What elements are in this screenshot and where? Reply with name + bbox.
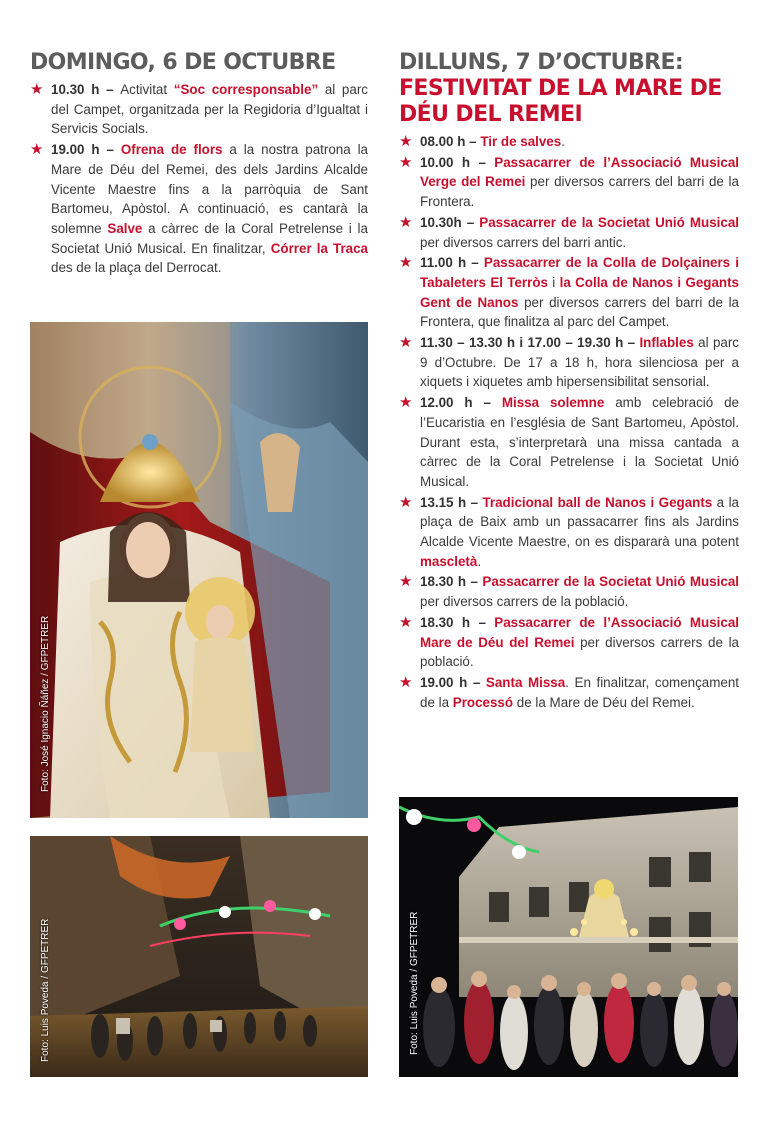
- event-text: i: [547, 274, 560, 290]
- event-time: 18.30 h: [420, 614, 479, 630]
- event-highlight: Missa solemne: [501, 395, 605, 411]
- event-list-monday: [399, 132, 739, 712]
- event-highlight: Passacarrer de la Societat Unió Musical: [479, 214, 739, 230]
- event-text: .: [477, 553, 482, 569]
- event-time: 10.00 h: [420, 154, 479, 170]
- event-highlight: Santa Missa: [485, 674, 566, 690]
- event-time: 11.00 h: [420, 255, 472, 271]
- star-icon: ★: [399, 133, 413, 150]
- event-highlight: Passacarrer de l’Associació Musical Mare de Déu del Remei: [420, 614, 739, 650]
- event-highlight: Processó: [452, 694, 514, 710]
- event-time: 19.00 h: [420, 674, 473, 690]
- event-item: [399, 493, 739, 572]
- event-dash: –: [470, 574, 483, 590]
- event-highlight: Passacarrer de l’Associació Musical Verge del Remei: [420, 154, 739, 190]
- star-icon: ★: [399, 613, 413, 631]
- event-time: 13.15 h: [420, 494, 471, 510]
- event-text: Activitat: [120, 82, 174, 97]
- street-lights-photo: [30, 836, 368, 1077]
- event-text: al parc del Campet, organitzada per la Regidoria d’Igualtat i Servicis Socials.: [51, 82, 368, 137]
- event-highlight: Tradicional ball de Nanos i Gegants: [482, 494, 713, 510]
- event-text: .: [561, 134, 565, 149]
- event-text: a la nostra patrona la Mare de Déu del Remei, des dels Jardins Alcalde Vicente Maestre fins a la parròquia de Sant Bartomeu, Apòstol. A continuació, es cantarà la solemne: [51, 142, 368, 236]
- event-dash: –: [472, 674, 486, 690]
- event-text: . En finalitzar, començament de la: [420, 674, 740, 710]
- event-time: 11.30 – 13.30 h i 17.00 – 19.30 h: [420, 335, 628, 351]
- event-item: [399, 572, 739, 611]
- star-icon: ★: [399, 213, 413, 231]
- event-time: 19.00 h: [51, 142, 107, 158]
- event-text: des de la plaça del Derrocat.: [51, 260, 222, 276]
- event-text: per diversos carrers del barri antic.: [420, 234, 627, 250]
- event-item: [30, 140, 368, 278]
- event-highlight: “Soc corresponsable”: [173, 82, 319, 97]
- event-text: a càrrec de la Coral Petrelense i la Societat Unió Musical. En finalitzar,: [51, 220, 368, 256]
- photo-credit-virgin: Foto: José Ignacio Ñáñez / GFPETRER: [40, 615, 51, 792]
- star-icon: ★: [399, 153, 413, 171]
- event-time: 10.30h: [420, 214, 467, 230]
- event-text: per diversos carrers de la població.: [420, 634, 740, 670]
- day-title-monday: DILLUNS, 7 D’OCTUBRE:: [399, 50, 684, 75]
- event-item: [399, 153, 739, 212]
- event-dash: –: [471, 255, 484, 271]
- star-icon: ★: [399, 394, 413, 412]
- star-icon: ★: [399, 254, 413, 272]
- event-item: [399, 613, 739, 672]
- event-time: 18.30 h: [420, 574, 471, 590]
- event-time: 10.30 h: [51, 82, 107, 97]
- event-dash: –: [483, 395, 502, 411]
- star-icon: ★: [30, 81, 44, 98]
- festivity-title: FESTIVITAT DE LA MARE DE DÉU DEL REMEI: [399, 76, 722, 127]
- event-item: [30, 80, 368, 139]
- event-highlight: Tir de salves: [480, 134, 562, 149]
- event-dash: –: [470, 494, 483, 510]
- event-time: 08.00 h: [420, 134, 470, 149]
- event-text: per diversos carrers del barri de la Frontera.: [420, 174, 739, 210]
- event-highlight: Córrer la Traca: [270, 240, 368, 256]
- event-item: [399, 333, 739, 392]
- event-dash: –: [627, 335, 640, 351]
- event-text: per diversos carrers del barri de la Frontera, que finalitza al parc del Campet.: [420, 294, 739, 330]
- event-dash: –: [469, 134, 481, 149]
- event-dash: –: [478, 154, 495, 170]
- event-dash: –: [106, 82, 121, 97]
- event-highlight: Salve: [107, 220, 143, 236]
- procession-photo: [399, 797, 738, 1077]
- event-highlight: Passacarrer de la Societat Unió Musical: [482, 574, 739, 590]
- event-item: [399, 673, 739, 712]
- event-item: [399, 253, 739, 332]
- virgin-statue-photo: [30, 322, 368, 818]
- event-list-sunday: [30, 80, 368, 278]
- left-column: [30, 50, 368, 279]
- event-text: de la Mare de Déu del Remei.: [513, 694, 695, 710]
- day-title-sunday: DOMINGO, 6 DE OCTUBRE: [30, 50, 336, 75]
- event-dash: –: [466, 214, 480, 230]
- right-column: [399, 50, 739, 713]
- event-text: al parc 9 d’Octubre. De 17 a 18 h, hora silenciosa per a xiquets i xiquetes amb hipersensibilitat sensorial.: [420, 335, 739, 390]
- event-dash: –: [106, 142, 121, 158]
- event-item: [399, 213, 739, 252]
- star-icon: ★: [30, 141, 44, 159]
- star-icon: ★: [399, 673, 413, 691]
- event-text: amb celebració de l’Eucaristia en l’església de Sant Bartomeu, Apòstol. Durant esta, s’interpretarà una missa cantada a càrrec de la Coral Petrelense i la Societat Unió Musical.: [420, 395, 740, 489]
- star-icon: ★: [399, 573, 413, 591]
- event-text: per diversos carrers de la població.: [420, 594, 629, 610]
- star-icon: ★: [399, 334, 413, 352]
- event-highlight: Inflables: [639, 335, 694, 351]
- event-dash: –: [478, 614, 495, 630]
- photo-credit-street: Foto: Luis Poveda / GFPETRER: [40, 918, 51, 1062]
- event-highlight: Ofrena de flors: [120, 142, 223, 158]
- event-text: a la plaça de Baix amb un passacarrer fins als Jardins Alcalde Vicente Maestre, on es dispararà una potent: [420, 494, 739, 550]
- event-time: 12.00 h: [420, 395, 484, 411]
- event-highlight: mascletà: [420, 553, 478, 569]
- event-item: [399, 132, 739, 152]
- event-item: [399, 393, 739, 492]
- photo-credit-procession: Foto: Luis Poveda / GFPETRER: [409, 911, 420, 1055]
- event-highlight: Passacarrer de la Colla de Dolçainers i Tabaleters El Terròs: [420, 255, 739, 290]
- star-icon: ★: [399, 493, 413, 511]
- event-highlight: la Colla de Nanos i Gegants Gent de Nanos: [420, 274, 740, 310]
